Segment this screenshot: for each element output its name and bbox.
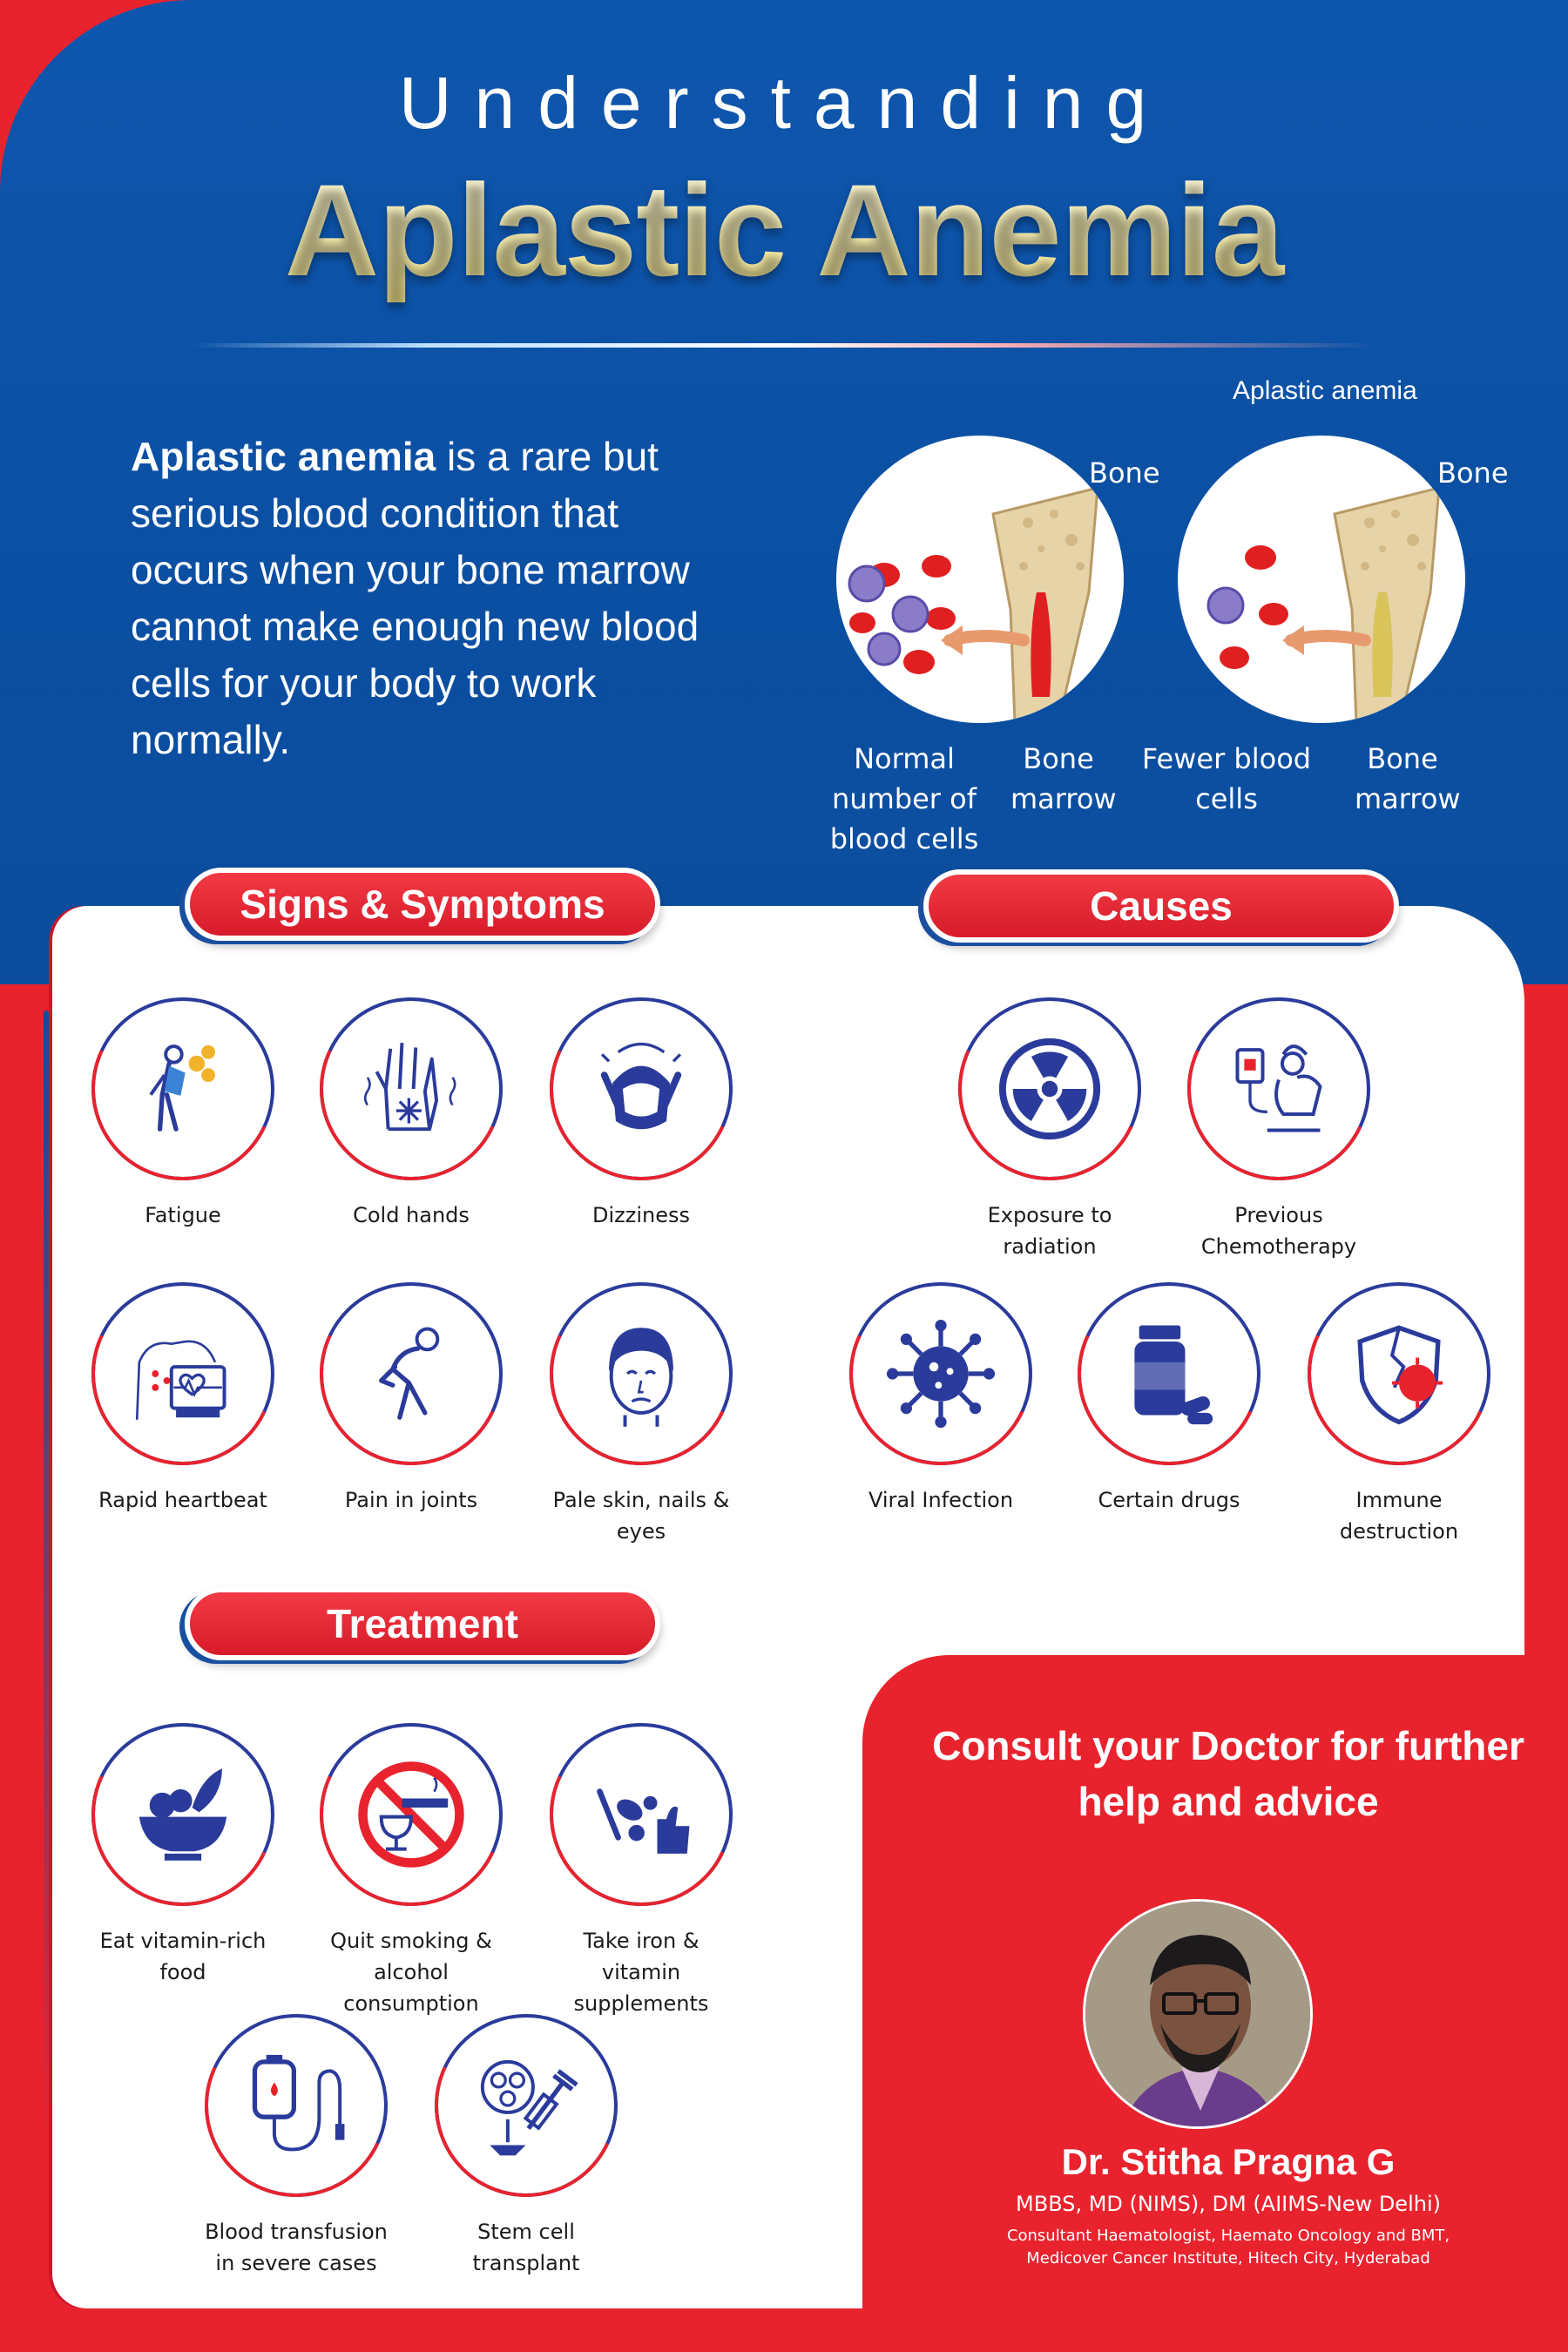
doctor-position	[923, 2225, 1533, 2270]
cause-certain-drugs-badge	[1078, 1282, 1260, 1465]
treatment-blood-transfusion-badge	[205, 2014, 388, 2197]
symptom-joint-pain-label: Pain in joints	[344, 1488, 478, 1512]
cause-chemotherapy-label: Previous Chemotherapy	[1200, 1203, 1357, 1259]
symptom-dizziness	[545, 997, 737, 1231]
symptom-pale-skin-label: Pale skin, nails & eyes	[552, 1488, 730, 1544]
intro-text: is a rare but serious blood condition that occurs when your bone marrow cannot make enough new blood cells for your body to work normally.	[131, 434, 700, 762]
treatment-supplements-badge	[550, 1723, 733, 1906]
cause-viral-infection	[845, 1282, 1037, 1516]
symptom-pale-skin-badge	[550, 1282, 733, 1465]
cause-chemotherapy	[1183, 997, 1375, 1262]
fewer-cells-label: Fewer blood cells	[1141, 742, 1312, 815]
cold-hands-icon	[354, 1031, 469, 1146]
symptom-rapid-heartbeat-label: Rapid heartbeat	[98, 1488, 267, 1512]
cause-certain-drugs	[1073, 1282, 1265, 1516]
cause-radiation-label: Exposure to radiation	[987, 1203, 1112, 1259]
title-divider	[192, 343, 1376, 348]
fewer-blood-cells-icon	[1178, 436, 1465, 723]
treatment-header: Treatment	[185, 1587, 660, 1660]
fatigue-icon	[125, 1031, 240, 1146]
treatment-supplements-label: Take iron & vitamin supplements	[573, 1929, 709, 2016]
cause-chemotherapy-badge	[1187, 997, 1370, 1180]
supplements-icon	[584, 1757, 699, 1872]
symptom-cold-hands	[315, 997, 507, 1231]
treatment-blood-transfusion-label: Blood transfusion in severe cases	[205, 2220, 388, 2275]
treatment-stem-cell-label: Stem cell transplant	[472, 2220, 580, 2275]
symptom-fatigue	[87, 997, 279, 1231]
treatment-food-label: Eat vitamin-rich food	[99, 1929, 267, 1984]
symptom-cold-hands-badge	[320, 997, 503, 1180]
joint-pain-icon	[354, 1316, 469, 1431]
treatment-blood-transfusion	[200, 2014, 392, 2279]
symptom-joint-pain-badge	[320, 1282, 503, 1465]
doctor-portrait-icon	[1085, 1902, 1313, 2129]
symptom-rapid-heartbeat-badge	[91, 1282, 274, 1465]
title-understanding: Understanding	[398, 62, 1170, 144]
cause-immune-destruction-badge	[1308, 1282, 1490, 1465]
normal-cells-label: Normal number of blood cells	[829, 742, 979, 855]
blood-bag-icon	[239, 2048, 354, 2163]
symptom-cold-hands-label: Cold hands	[353, 1203, 470, 1227]
dizziness-icon	[584, 1031, 699, 1146]
cause-viral-infection-label: Viral Infection	[868, 1488, 1014, 1512]
page-title: Aplastic Anemia	[0, 155, 1568, 306]
left-marrow-label: Bone marrow	[1010, 742, 1117, 815]
symptom-dizziness-label: Dizziness	[592, 1203, 690, 1227]
treatment-quit-smoking	[315, 1723, 507, 2019]
cause-certain-drugs-label: Certain drugs	[1098, 1488, 1240, 1512]
treatment-quit-smoking-label: Quit smoking & alcohol consumption	[330, 1929, 492, 2016]
pale-face-icon	[584, 1316, 699, 1431]
doctor-position-line1: Consultant Haematologist, Haemato Oncology and BMT,	[1006, 2227, 1450, 2245]
intro-term: Aplastic anemia	[131, 434, 436, 479]
left-bone-label: Bone	[1089, 456, 1160, 490]
heartbeat-icon	[125, 1316, 240, 1431]
treatment-quit-smoking-badge	[320, 1723, 503, 1906]
cause-viral-infection-badge	[849, 1282, 1032, 1465]
cause-radiation-badge	[958, 997, 1141, 1180]
doctor-position-line2: Medicover Cancer Institute, Hitech City, Hyderabad	[1026, 2249, 1430, 2268]
consult-heading: Consult your Doctor for further help and advice	[932, 1723, 1524, 1824]
treatment-supplements	[545, 1723, 737, 2019]
cause-immune-destruction-label: Immune destruction	[1339, 1488, 1459, 1544]
immune-shield-icon	[1342, 1316, 1456, 1431]
right-marrow-label: Bone marrow	[1355, 742, 1461, 815]
intro-paragraph	[131, 429, 740, 768]
radiation-icon	[992, 1031, 1107, 1146]
treatment-food	[87, 1723, 279, 1988]
treatment-stem-cell-badge	[435, 2014, 618, 2197]
causes-header: Causes	[923, 869, 1399, 943]
doctor-avatar	[1083, 1899, 1313, 2129]
no-smoking-icon	[354, 1757, 469, 1872]
cause-immune-destruction	[1303, 1282, 1495, 1547]
syringe-icon	[469, 2048, 584, 2163]
symptom-joint-pain	[315, 1282, 507, 1516]
treatment-food-badge	[91, 1723, 274, 1906]
food-bowl-icon	[125, 1757, 240, 1872]
diagram-caption: Aplastic anemia	[1233, 376, 1417, 405]
symptom-dizziness-badge	[550, 997, 733, 1180]
doctor-name: Dr. Stitha Pragna G	[1061, 2141, 1396, 2182]
aplastic-marrow-illustration	[1178, 436, 1465, 723]
signs-symptoms-header: Signs & Symptoms	[185, 868, 660, 941]
symptom-fatigue-badge	[91, 997, 274, 1180]
virus-icon	[883, 1316, 998, 1431]
normal-blood-cells-icon	[836, 436, 1124, 723]
treatment-stem-cell	[430, 2014, 622, 2279]
symptom-rapid-heartbeat	[87, 1282, 279, 1516]
symptom-fatigue-label: Fatigue	[145, 1203, 221, 1227]
right-bone-label: Bone	[1437, 456, 1509, 490]
chemotherapy-icon	[1221, 1031, 1336, 1146]
cause-radiation	[954, 997, 1146, 1262]
normal-marrow-illustration	[836, 436, 1124, 723]
doctor-degrees: MBBS, MD (NIMS), DM (AIIMS-New Delhi)	[1016, 2192, 1441, 2216]
symptom-pale-skin	[545, 1282, 737, 1547]
pill-bottle-icon	[1112, 1316, 1227, 1431]
